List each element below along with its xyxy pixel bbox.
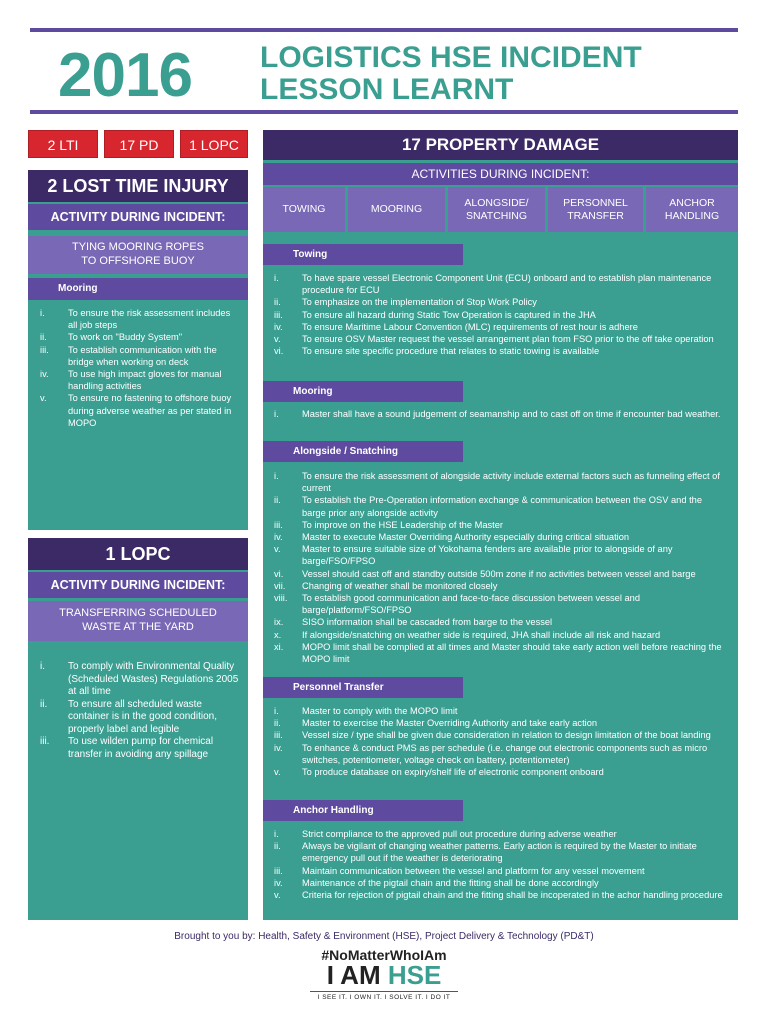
item-number: ii. bbox=[274, 841, 281, 852]
section-list bbox=[274, 408, 726, 420]
item-number: ii. bbox=[40, 332, 47, 343]
item-number: iv. bbox=[274, 532, 283, 543]
list-item bbox=[274, 592, 726, 616]
item-text: Criteria for rejection of pigtail chain and the fitting shall be incoperated in the achor handling procedure bbox=[302, 890, 723, 901]
section-list bbox=[274, 828, 726, 901]
item-text: To ensure OSV Master request the vessel arrangement plan from FSO prior to the off take operation bbox=[302, 334, 714, 345]
item-number: v. bbox=[40, 393, 47, 404]
list-item bbox=[274, 629, 726, 641]
item-text: Vessel size / type shall be given due consideration in relation to design limitation of the boat landing bbox=[302, 730, 711, 741]
item-text: To ensure site specific procedure that relates to static towing is available bbox=[302, 346, 600, 357]
item-number: iii. bbox=[40, 344, 49, 355]
item-number: vii. bbox=[274, 580, 286, 591]
list-item bbox=[274, 766, 726, 778]
activity-label: ALONGSIDE/ SNATCHING bbox=[464, 196, 529, 222]
list-item bbox=[274, 272, 726, 296]
item-text: Strict compliance to the approved pull out procedure during adverse weather bbox=[302, 829, 617, 839]
list-item bbox=[40, 661, 240, 699]
item-text: Master to comply with the MOPO limit bbox=[302, 706, 458, 716]
activity-cell bbox=[448, 187, 545, 232]
item-text: To use wilden pump for chemical transfer in avoiding any spillage bbox=[68, 736, 214, 760]
list-item bbox=[274, 840, 726, 864]
list-item bbox=[40, 736, 240, 761]
footer-credit: Brought to you by: Health, Safety & Environment (HSE), Project Delivery & Technology (PD&T) bbox=[174, 931, 594, 942]
item-number: iii. bbox=[274, 309, 283, 320]
list-item bbox=[274, 531, 726, 543]
top-rule bbox=[30, 28, 738, 32]
badge-pd: 17 PD bbox=[104, 130, 174, 158]
item-number: i. bbox=[274, 829, 279, 839]
activity-cell bbox=[646, 187, 738, 232]
item-number: v. bbox=[274, 767, 281, 778]
activity-cell bbox=[348, 187, 445, 232]
item-text: Maintenance of the pigtail chain and the fitting shall be done accordingly bbox=[302, 877, 599, 888]
item-text: To work on "Buddy System" bbox=[68, 332, 183, 343]
list-item bbox=[40, 331, 240, 343]
list-item bbox=[274, 519, 726, 531]
item-number: i. bbox=[40, 661, 45, 672]
list-item bbox=[274, 309, 726, 321]
section-tag: Mooring bbox=[263, 381, 463, 402]
item-number: v. bbox=[274, 890, 281, 901]
lti-list bbox=[40, 307, 240, 429]
item-number: vi. bbox=[274, 346, 284, 357]
pd-title: 17 PROPERTY DAMAGE bbox=[263, 130, 738, 160]
item-number: ii. bbox=[274, 718, 281, 729]
list-item bbox=[274, 408, 726, 420]
footer-rule bbox=[310, 991, 458, 992]
item-number: iii. bbox=[40, 736, 50, 747]
header-rule bbox=[30, 110, 738, 114]
section-tag: Alongside / Snatching bbox=[263, 441, 463, 462]
title-line-2: LESSON LEARNT bbox=[260, 73, 514, 106]
item-number: x. bbox=[274, 629, 282, 640]
item-number: i. bbox=[40, 308, 45, 318]
footer-slogan: I SEE IT. I OWN IT. I SOLVE IT. I DO IT bbox=[317, 994, 451, 1001]
lti-activity-header: ACTIVITY DURING INCIDENT: bbox=[28, 204, 248, 230]
item-text: Master to exercise the Master Overriding Authority and take early action bbox=[302, 718, 598, 729]
list-item bbox=[40, 392, 240, 429]
activity-label: PERSONNEL TRANSFER bbox=[563, 196, 628, 222]
item-text: Master shall have a sound judgement of seamanship and to cast off on time if encounter bad weather. bbox=[302, 409, 721, 419]
activity-label: TOWING bbox=[282, 203, 326, 215]
item-text: Maintain communication between the vessel and platform for any vessel movement bbox=[302, 865, 645, 876]
list-item bbox=[274, 865, 726, 877]
section-tag: Personnel Transfer bbox=[263, 677, 463, 698]
list-item bbox=[274, 345, 726, 357]
item-text: To establish the Pre-Operation information exchange & communication between the OSV and the barge prior any alongside activity bbox=[302, 495, 702, 518]
item-text: If alongside/snatching on weather side is required, JHA shall include all risk and hazard bbox=[302, 629, 661, 640]
item-text: MOPO limit shall be complied at all times and Master should take early action well before reaching the MOPO limit bbox=[302, 641, 722, 665]
list-item bbox=[274, 828, 726, 840]
list-item bbox=[274, 470, 726, 494]
list-item bbox=[274, 333, 726, 345]
list-item bbox=[274, 705, 726, 717]
section-tag: Anchor Handling bbox=[263, 800, 463, 821]
brand-hse: HSE bbox=[387, 960, 442, 990]
activity-cell bbox=[263, 187, 345, 232]
item-number: iv. bbox=[274, 742, 283, 753]
item-number: iv. bbox=[274, 321, 283, 332]
item-text: To ensure the risk assessment includes all job steps bbox=[68, 308, 231, 331]
item-number: i. bbox=[274, 471, 279, 481]
item-number: ix. bbox=[274, 617, 284, 628]
item-text: To establish good communication and face-to-face discussion between vessel and barge/platform/FSO/FPSO bbox=[302, 593, 640, 616]
item-text: To ensure all scheduled waste container is in the good condition, properly label and legible bbox=[68, 698, 217, 735]
item-text: SISO information shall be cascaded from barge to the vessel bbox=[302, 617, 553, 628]
item-number: iii. bbox=[274, 865, 283, 876]
item-text: To ensure Maritime Labour Convention (MLC) requirements of rest hour is adhere bbox=[302, 321, 638, 332]
pd-activities-header: ACTIVITIES DURING INCIDENT: bbox=[263, 163, 738, 185]
section-list bbox=[274, 272, 726, 357]
item-text: To ensure all hazard during Static Tow Operation is captured in the JHA bbox=[302, 309, 596, 320]
list-item bbox=[274, 543, 726, 567]
item-number: v. bbox=[274, 544, 281, 555]
item-number: i. bbox=[274, 273, 279, 283]
item-text: To comply with Environmental Quality (Scheduled Wastes) Regulations 2005 at all time bbox=[68, 661, 239, 697]
lopc-title: 1 LOPC bbox=[28, 538, 248, 570]
lti-tag-mooring: Mooring bbox=[28, 278, 248, 300]
item-text: To emphasize on the implementation of Stop Work Policy bbox=[302, 297, 537, 308]
activity-cell bbox=[548, 187, 643, 232]
list-item bbox=[274, 742, 726, 766]
item-number: iv. bbox=[274, 877, 283, 888]
list-item bbox=[274, 568, 726, 580]
list-item bbox=[274, 641, 726, 665]
section-list bbox=[274, 705, 726, 778]
list-item bbox=[274, 494, 726, 518]
list-item bbox=[274, 877, 726, 889]
footer-brand bbox=[0, 960, 768, 991]
section-tag: Towing bbox=[263, 244, 463, 265]
item-number: v. bbox=[274, 334, 281, 345]
item-text: Master to ensure suitable size of Yokohama fenders are available prior to alongside of any barge/FSO/FPSO bbox=[302, 544, 673, 567]
item-number: viii. bbox=[274, 593, 288, 604]
badge-lti: 2 LTI bbox=[28, 130, 98, 158]
list-item bbox=[274, 729, 726, 741]
item-number: iv. bbox=[40, 369, 49, 380]
item-number: xi. bbox=[274, 641, 284, 652]
list-item bbox=[274, 717, 726, 729]
page-header bbox=[30, 34, 738, 110]
item-number: ii. bbox=[274, 495, 281, 506]
list-item bbox=[274, 889, 726, 901]
brand-i-am: I AM bbox=[326, 960, 388, 990]
section-list bbox=[274, 470, 726, 665]
item-number: ii. bbox=[274, 297, 281, 308]
item-text: Changing of weather shall be monitored closely bbox=[302, 580, 498, 591]
list-item bbox=[40, 699, 240, 737]
year-heading: 2016 bbox=[58, 41, 192, 110]
lopc-activity-header: ACTIVITY DURING INCIDENT: bbox=[28, 572, 248, 598]
title-line-1: LOGISTICS HSE INCIDENT bbox=[260, 41, 642, 74]
list-item bbox=[274, 321, 726, 333]
item-number: ii. bbox=[40, 698, 48, 710]
list-item bbox=[40, 368, 240, 392]
lti-activity: TYING MOORING ROPES TO OFFSHORE BUOY bbox=[28, 236, 248, 274]
badge-lopc: 1 LOPC bbox=[180, 130, 248, 158]
item-number: vi. bbox=[274, 568, 284, 579]
list-item bbox=[274, 580, 726, 592]
footer-hashtag: #NoMatterWhoIAm bbox=[321, 947, 447, 963]
list-item bbox=[274, 296, 726, 308]
item-text: To have spare vessel Electronic Component Unit (ECU) onboard and to establish plan maintenance procedure for ECU bbox=[302, 273, 712, 296]
list-item bbox=[40, 344, 240, 368]
lopc-activity: TRANSFERRING SCHEDULED WASTE AT THE YARD bbox=[28, 601, 248, 641]
item-number: i. bbox=[274, 409, 279, 419]
item-number: iii. bbox=[274, 730, 283, 741]
item-text: Always be vigilant of changing weather patterns. Early action is required by the Master to initiate emergency pull out if the weather is deteriorating bbox=[302, 841, 697, 864]
lti-title: 2 LOST TIME INJURY bbox=[28, 170, 248, 202]
item-text: To improve on the HSE Leadership of the Master bbox=[302, 519, 504, 530]
activity-label: ANCHOR HANDLING bbox=[664, 196, 720, 222]
item-text: To use high impact gloves for manual handling activities bbox=[68, 369, 222, 392]
item-text: Vessel should cast off and standby outside 500m zone if no activities between vessel and barge bbox=[302, 568, 696, 579]
item-text: To ensure the risk assessment of alongside activity include external factors such as funneling effect of current bbox=[302, 471, 720, 494]
item-text: Master to execute Master Overriding Authority especially during critical situation bbox=[302, 532, 630, 543]
activity-label: MOORING bbox=[370, 203, 423, 215]
item-number: i. bbox=[274, 706, 279, 716]
item-text: To establish communication with the bridge when working on deck bbox=[68, 344, 217, 367]
item-text: To ensure no fastening to offshore buoy during adverse weather as per stated in MOPO bbox=[68, 393, 232, 428]
lopc-list bbox=[40, 661, 240, 761]
item-number: iii. bbox=[274, 519, 283, 530]
list-item bbox=[40, 307, 240, 331]
list-item bbox=[274, 616, 726, 628]
item-text: To produce database on expiry/shelf life of electronic component onboard bbox=[302, 767, 604, 778]
item-text: To enhance & conduct PMS as per schedule (i.e. change out electronic components such as micro switches, potentiometer, voltage check on battery, potentiometer) bbox=[302, 742, 708, 765]
